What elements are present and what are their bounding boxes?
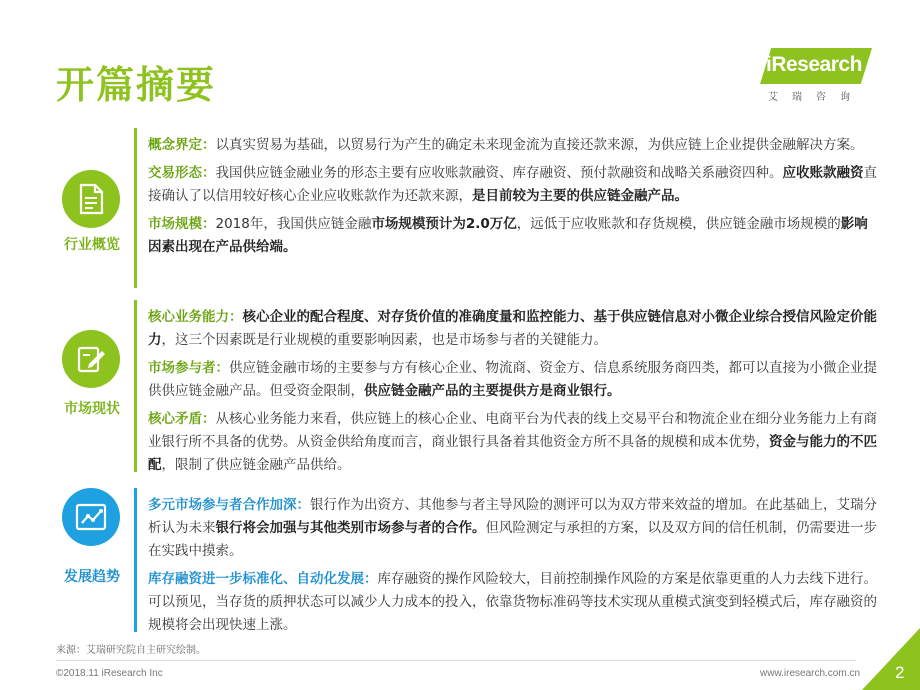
trend-chart-icon: [62, 488, 120, 546]
paragraph-core-conflict: 核心矛盾：从核心业务能力来看，供应链上的核心企业、电商平台为代表的线上交易平台和物流企业在细分业务能力上有商业银行所不具备的优势。从资金供给角度而言，商业银行具备着其他资金方所不具备的规模和成本优势，资金与能力的不匹配，限制了供应链金融产品供给。: [148, 411, 877, 473]
section-divider: [134, 300, 137, 472]
paragraph-core-capability: 核心业务能力：核心企业的配合程度、对存货价值的准确度量和监控能力、基于供应链信息对小微企业综合授信风险定价能力，这三个因素既是行业规模的重要影响因素，也是市场参与者的关键能力。: [148, 309, 877, 348]
section-industry-overview: [56, 128, 876, 288]
section-label: 发展趋势: [64, 569, 120, 585]
iresearch-logo: [760, 48, 875, 106]
paragraph-concept: 概念界定：以真实贸易为基础，以贸易行为产生的确定未来现金流为直接还款来源，为供应链上企业提供金融解决方案。: [148, 137, 864, 153]
section-divider: [134, 128, 137, 288]
paragraph-market-participants: 市场参与者：供应链金融市场的主要参与方有核心企业、物流商、资金方、信息系统服务商四类，都可以直接为小微企业提供供应链金融产品。但受资金限制，供应链金融产品的主要提供方是商业银行。: [148, 360, 877, 399]
footer-divider: [56, 660, 856, 661]
website-link[interactable]: www.iresearch.com.cn: [760, 668, 861, 679]
section-icon-column: [56, 300, 132, 472]
edit-icon: [62, 330, 120, 388]
source-note: 来源：艾瑞研究院自主研究绘制。: [56, 645, 206, 656]
section-market-status: [56, 300, 876, 472]
section-text: [148, 494, 878, 642]
section-icon-column: [56, 488, 132, 632]
page-title: 开篇摘要: [56, 63, 217, 107]
section-label: 市场现状: [64, 401, 120, 417]
section-divider: [134, 488, 137, 632]
section-text: [148, 134, 878, 264]
section-icon-column: [56, 128, 132, 288]
section-label: 行业概览: [64, 237, 120, 253]
paragraph-market-size: 市场规模：2018年，我国供应链金融市场规模预计为2.0万亿，远低于应收账款和存货规模，供应链金融市场规模的影响因素出现在产品供给端。: [148, 216, 868, 255]
paragraph-inventory-financing: 库存融资进一步标准化、自动化发展：库存融资的操作风险较大，目前控制操作风险的方案是依靠更重的人力去线下进行。可以预见，当存货的质押状态可以减少人力成本的投入，依靠货物标准码等技术实现从重模式演变到轻模式后，库存融资的规模将会出现快速上涨。: [148, 571, 877, 633]
page-number: 2: [895, 663, 905, 682]
document-icon: [62, 170, 120, 228]
logo-name: iResearch: [766, 53, 862, 76]
paragraph-trade-form: 交易形态：我国供应链金融业务的形态主要有应收账款融资、库存融资、预付款融资和战略关系融资四种。应收账款融资直接确认了以信用较好核心企业应收账款作为还款来源，是目前较为主要的供应链金融产品。: [148, 165, 877, 204]
section-development-trend: [56, 488, 876, 632]
paragraph-cooperation: 多元市场参与者合作加深：银行作为出资方、其他参与者主导风险的测评可以为双方带来效益的增加。在此基础上，艾瑞分析认为未来银行将会加强与其他类别市场参与者的合作。但风险测定与承担的方案，以及双方间的信任机制，仍需要进一步在实践中摸索。: [148, 497, 877, 559]
logo-subtitle: 艾瑞咨询: [768, 92, 864, 103]
copyright: ©2018.11 iResearch Inc: [56, 668, 163, 679]
section-text: [148, 306, 878, 482]
